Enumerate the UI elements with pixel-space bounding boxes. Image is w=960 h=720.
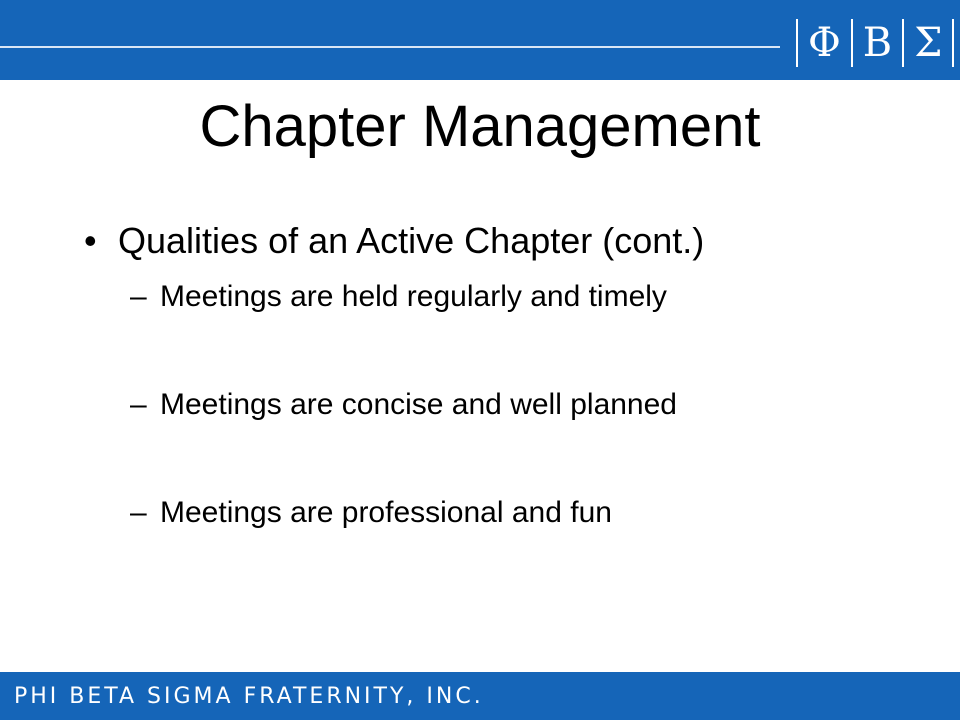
main-bullet (84, 220, 704, 262)
banner-line (0, 46, 780, 48)
bullet-symbol: • (84, 220, 97, 261)
sub-bullet-text: Meetings are professional and fun (160, 496, 612, 529)
logo-divider (952, 19, 954, 67)
top-banner (0, 0, 960, 80)
greek-letters-logo (790, 18, 960, 68)
logo-divider (851, 19, 853, 67)
sub-bullet (130, 388, 677, 422)
logo-divider (796, 19, 798, 67)
sub-bullet-text: Meetings are held regularly and timely (160, 280, 667, 313)
sub-bullet (130, 496, 612, 530)
sub-bullet-symbol: – (130, 280, 147, 313)
logo-letter-beta: Β (862, 20, 893, 66)
logo-letter-sigma: Σ (914, 20, 943, 66)
sub-bullet (130, 280, 667, 314)
sub-bullet-symbol: – (130, 496, 147, 529)
footer-banner (0, 672, 960, 720)
sub-bullet-text: Meetings are concise and well planned (160, 388, 677, 421)
logo-divider (902, 19, 904, 67)
slide-title: Chapter Management (199, 94, 761, 159)
sub-bullet-symbol: – (130, 388, 147, 421)
footer-text: PHI BETA SIGMA FRATERNITY, INC. (14, 684, 484, 709)
logo-letter-phi: Φ (808, 20, 841, 66)
main-bullet-text: Qualities of an Active Chapter (cont.) (118, 220, 705, 261)
